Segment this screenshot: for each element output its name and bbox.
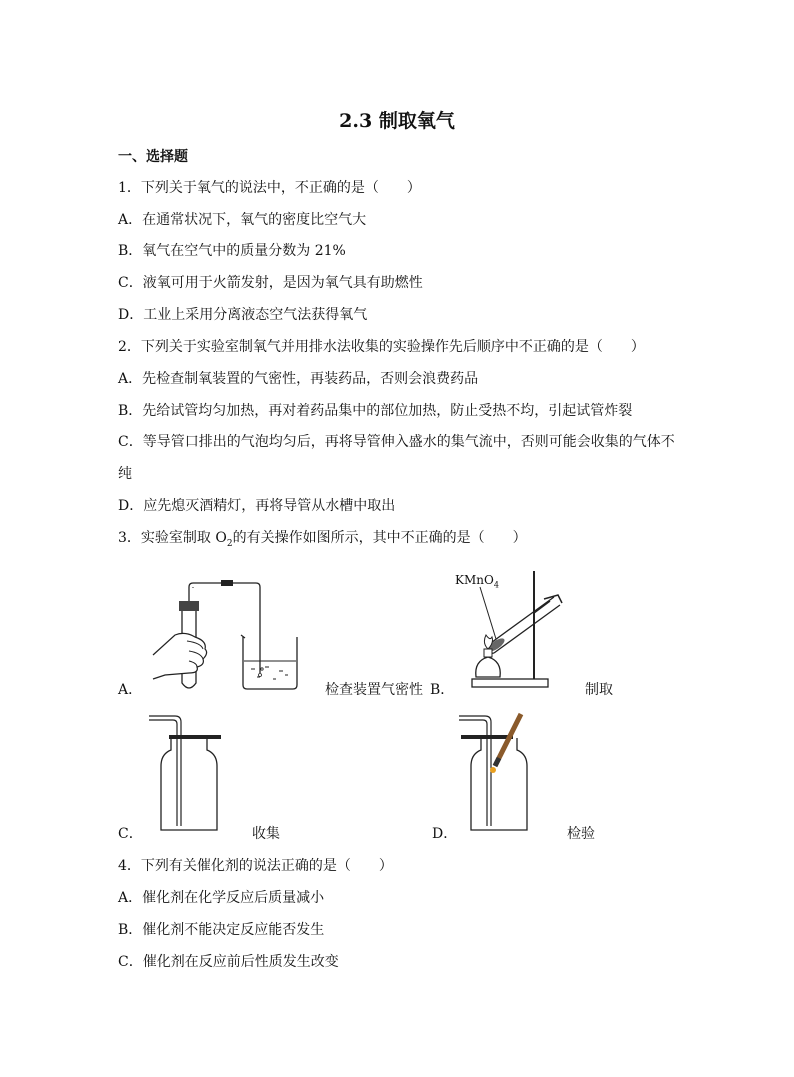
question-1-stem: 1．下列关于氧气的说法中，不正确的是（ ）: [118, 180, 421, 196]
kmno4-label: KMnO$_4$: [455, 573, 499, 590]
figure-b-letter: B．: [430, 682, 455, 698]
section-heading: 一、选择题: [118, 149, 188, 165]
q4-option-a: A．催化剂在化学反应后质量减小: [118, 890, 325, 906]
q2-option-c-continued: 纯: [118, 466, 132, 482]
page-title: 2.3 制取氧气: [339, 110, 455, 132]
q1-option-a: A．在通常状况下，氧气的密度比空气大: [118, 212, 367, 228]
q2-option-a: A．先检查制氧装置的气密性，再装药品，否则会浪费药品: [118, 371, 479, 387]
q1-option-b: B．氧气在空气中的质量分数为 21%: [118, 243, 346, 259]
figure-c-gas-collection: [145, 710, 225, 835]
q2-option-d: D．应先熄灭酒精灯，再将导管从水槽中取出: [118, 498, 396, 514]
question-3-stem: 3．实验室制取 $O_2$的有关操作如图所示，其中不正确的是（ ）: [118, 530, 527, 549]
question-4-stem: 4．下列有关催化剂的说法正确的是（ ）: [118, 858, 393, 874]
q1-option-c: C．液氧可用于火箭发射，是因为氧气具有助燃性: [118, 275, 423, 291]
q1-option-d: D．工业上采用分离液态空气法获得氧气: [118, 307, 368, 323]
figure-d-gas-test: [455, 710, 535, 835]
figure-c-caption: 收集: [252, 826, 280, 842]
q2-option-c: C．等导管口排出的气泡均匀后，再将导管伸入盛水的集气流中，否则可能会收集的气体不: [118, 434, 675, 450]
figure-b-caption: 制取: [585, 682, 613, 698]
q2-option-b: B．先给试管均匀加热，再对着药品集中的部位加热，防止受热不均，引起试管炸裂: [118, 403, 633, 419]
figure-c-letter: C．: [118, 826, 143, 842]
figure-a-caption: 检查装置气密性: [325, 682, 423, 698]
figure-d-letter: D．: [432, 826, 458, 842]
figure-a-letter: A．: [118, 682, 143, 698]
figure-d-caption: 检验: [567, 826, 595, 842]
q4-option-c: C．催化剂在反应前后性质发生改变: [118, 954, 339, 970]
q4-option-b: B．催化剂不能决定反应能否发生: [118, 922, 325, 938]
figure-a-airtightness-check: [145, 575, 305, 695]
question-2-stem: 2．下列关于实验室制氧气并用排水法收集的实验操作先后顺序中不正确的是（ ）: [118, 339, 645, 355]
